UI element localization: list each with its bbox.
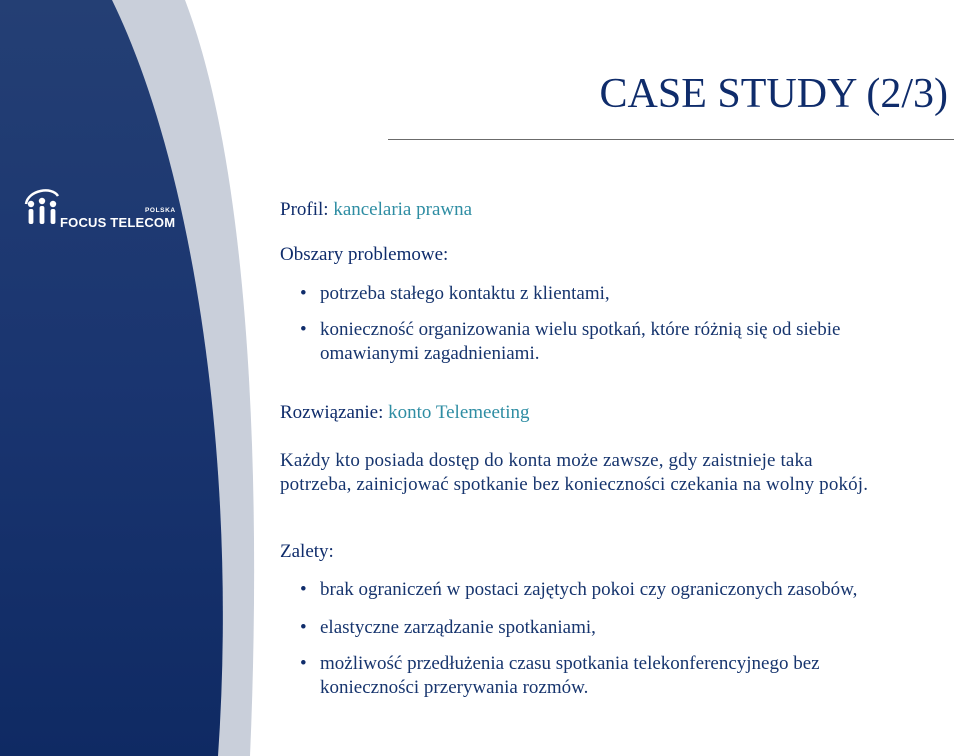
- solution-value: konto Telemeeting: [388, 402, 530, 423]
- profile-value: kancelaria prawna: [333, 199, 473, 220]
- slide-title: CASE STUDY (2/3): [599, 71, 948, 117]
- advantages-heading: Zalety:: [280, 541, 334, 562]
- bullet-marker: •: [300, 283, 307, 304]
- bullet-marker: •: [300, 579, 307, 600]
- solution-description-line-1: Każdy kto posiada dostęp do konta może zawsze, gdy zaistnieje taka: [280, 450, 813, 471]
- logo-subtitle: POLSKA: [145, 207, 176, 214]
- advantage-item-1: brak ograniczeń w postaci zajętych pokoi czy ograniczonych zasobów,: [320, 579, 858, 600]
- title-divider: [388, 139, 954, 140]
- profile-line: [280, 199, 472, 221]
- focus-telecom-logo: [22, 186, 176, 235]
- problem-item-1: potrzeba stałego kontaktu z klientami,: [320, 283, 610, 304]
- problem-item-2-line-2: omawianymi zagadnieniami.: [320, 343, 540, 364]
- advantage-item-3-line-2: konieczności przerywania rozmów.: [320, 677, 589, 698]
- advantage-item-3-line-1: możliwość przedłużenia czasu spotkania telekonferencyjnego bez: [320, 653, 820, 674]
- solution-label: Rozwiązanie:: [280, 402, 384, 423]
- logo-wordmark: FOCUS TELECOM: [60, 215, 176, 230]
- profile-label: Profil:: [280, 199, 329, 220]
- bullet-marker: •: [300, 617, 307, 638]
- people-logo-icon: [22, 186, 62, 230]
- bullet-marker: •: [300, 319, 307, 340]
- problems-heading: Obszary problemowe:: [280, 244, 449, 265]
- advantage-item-2: elastyczne zarządzanie spotkaniami,: [320, 617, 596, 638]
- solution-description-line-2: potrzeba, zainicjować spotkanie bez konieczności czekania na wolny pokój.: [280, 474, 869, 495]
- problem-item-2-line-1: konieczność organizowania wielu spotkań, które różnią się od siebie: [320, 319, 841, 340]
- bullet-marker: •: [300, 653, 307, 674]
- solution-line: [280, 402, 529, 424]
